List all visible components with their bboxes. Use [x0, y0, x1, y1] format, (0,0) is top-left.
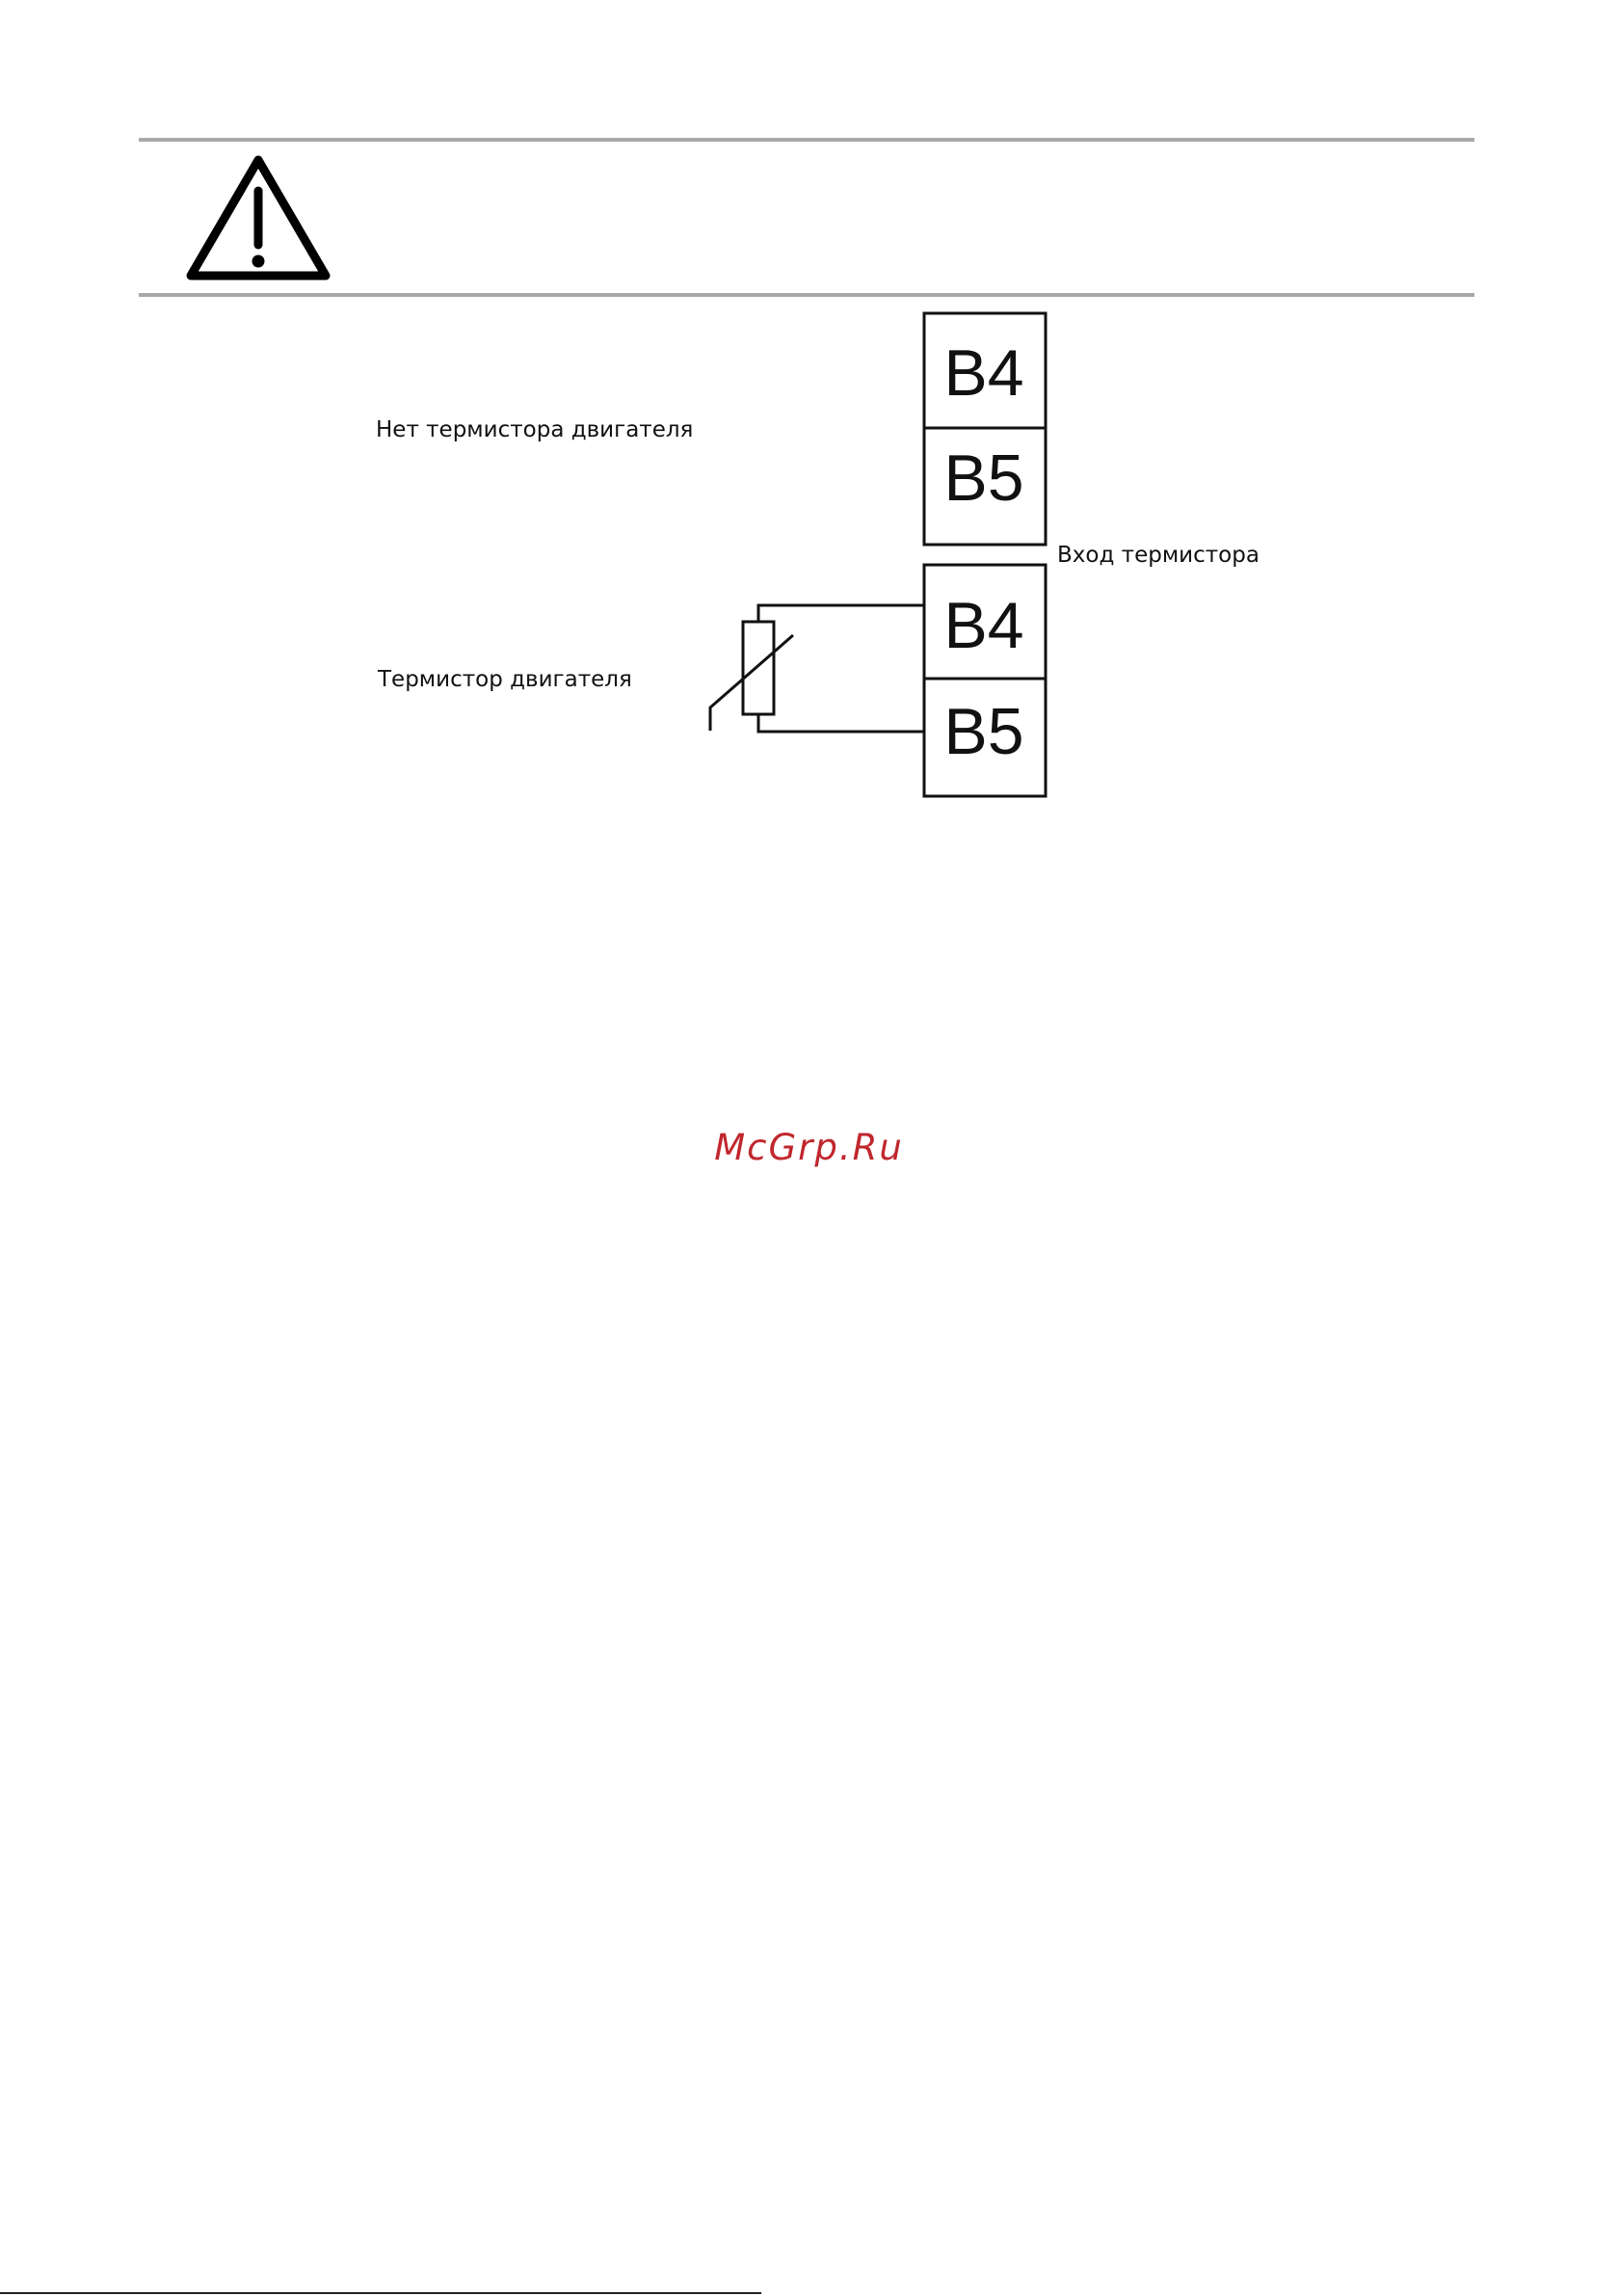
- footer-rule: [0, 2292, 761, 2294]
- bottom-terminal-b5: B5: [943, 695, 1024, 768]
- thermistor-symbol: [710, 605, 924, 732]
- top-terminal-b4: B4: [943, 336, 1024, 410]
- top-terminal-block: [924, 313, 1046, 545]
- top-divider: [139, 138, 1474, 142]
- bottom-terminal-b4: B4: [943, 589, 1024, 662]
- thermistor-label: Термистор двигателя: [378, 667, 632, 692]
- watermark-text: McGrp.Ru: [714, 1127, 904, 1168]
- thermistor-input-label: Вход термистора: [1057, 543, 1260, 568]
- no-thermistor-label: Нет термистора двигателя: [376, 417, 694, 442]
- bottom-terminal-block: [924, 565, 1046, 796]
- top-terminal-b5: B5: [943, 441, 1024, 515]
- warning-triangle-icon: [183, 152, 333, 285]
- bottom-divider: [139, 293, 1474, 297]
